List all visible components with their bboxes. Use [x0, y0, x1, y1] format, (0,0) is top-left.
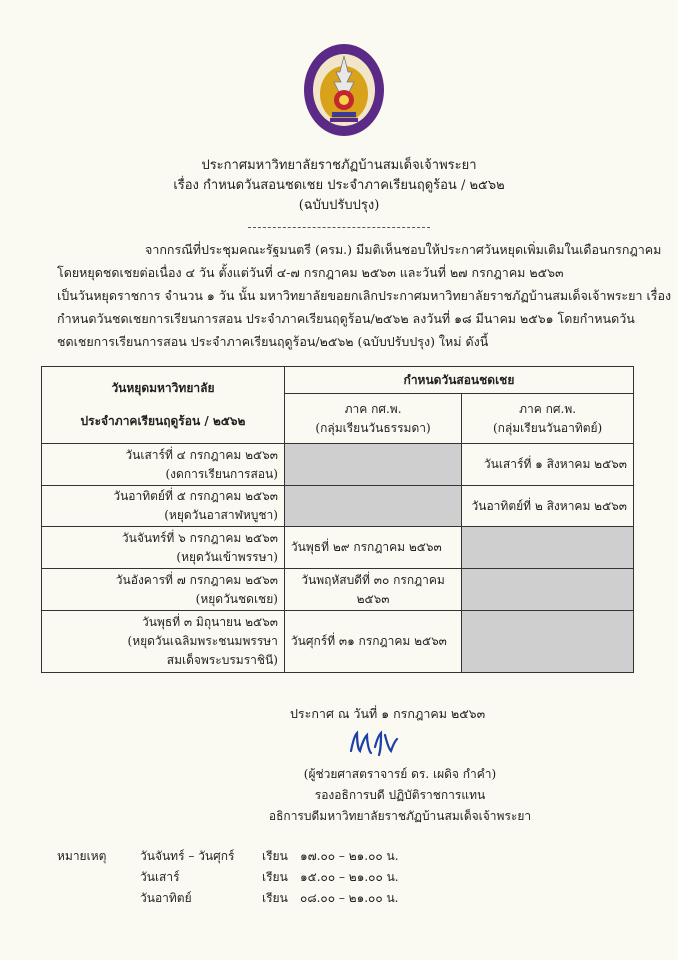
header-line: วันหยุดมหาวิทยาลัย [111, 381, 215, 395]
holiday-date: วันจันทร์ที่ ๖ กรกฎาคม ๒๕๖๓ [121, 530, 278, 545]
remark-time: ๑๗.๐๐ – ๒๑.๐๐ น. [300, 849, 399, 863]
body-line: กำหนดวันชดเชยการเรียนการสอน ประจำภาคเรียนฤดูร้อน/๒๕๖๒ ลงวันที่ ๑๘ มีนาคม ๒๕๖๑ โดยกำหนดวัน [57, 311, 635, 326]
remark-time: ๐๘.๐๐ – ๒๑.๐๐ น. [300, 891, 399, 905]
holiday-reason: (หยุดวันอาสาฬหบูชา) [164, 508, 278, 522]
body-line: โดยหยุดชดเชยต่อเนื่อง ๔ วัน ตั้งแต่วันที่ ๔-๗ กรกฎาคม ๒๕๖๓ และวันที่ ๒๗ กรกฎาคม ๒๕๖๓ [57, 265, 564, 280]
weekday-group-header [284, 394, 461, 444]
weekday-cell-empty [284, 444, 461, 486]
header-line: ภาค กศ.พ. [344, 401, 402, 416]
table-row [42, 569, 634, 611]
holiday-cell [42, 611, 285, 673]
holiday-reason: (หยุดวันเฉลิมพระชนมพรรษา [127, 634, 278, 648]
heading-line-3: (ฉบับปรับปรุง) [298, 198, 380, 213]
holiday-cell [42, 569, 285, 611]
holiday-reason: (หยุดวันชดเชย) [195, 591, 278, 606]
signer-position: อธิการบดีมหาวิทยาลัยราชภัฏบ้านสมเด็จเจ้าพระยา [268, 809, 532, 823]
handwritten-signature [345, 727, 401, 761]
header-line: (กลุ่มเรียนวันอาทิตย์) [492, 420, 603, 435]
body-line: เป็นวันหยุดราชการ จำนวน ๑ วัน นั้น มหาวิทยาลัยขอยกเลิกประกาศมหาวิทยาลัยราชภัฏบ้านสมเด็จเจ้าพระยา เรื่อง [57, 288, 672, 303]
university-seal-logo [302, 42, 386, 138]
signer-block [240, 764, 560, 827]
holiday-date: วันอังคารที่ ๗ กรกฎาคม ๒๕๖๓ [115, 572, 278, 587]
weekday-makeup-cell: วันศุกร์ที่ ๓๑ กรกฎาคม ๒๕๖๓ [284, 611, 461, 673]
announcement-body [57, 238, 672, 353]
holiday-cell [42, 527, 285, 569]
heading-divider [248, 227, 430, 228]
holiday-reason: (หยุดวันเข้าพรรษา) [176, 549, 278, 564]
holiday-reason: (งดการเรียนการสอน) [165, 466, 278, 481]
makeup-group-header: กำหนดวันสอนชดเชย [284, 367, 633, 394]
header-line: ภาค กศ.พ. [519, 401, 577, 416]
holiday-date: วันเสาร์ที่ ๔ กรกฎาคม ๒๕๖๓ [125, 447, 278, 462]
remarks-label: หมายเหตุ [57, 849, 107, 863]
announcement-date: ประกาศ ณ วันที่ ๑ กรกฎาคม ๒๕๖๓ [290, 706, 486, 721]
holiday-cell [42, 486, 285, 527]
header-line: (กลุ่มเรียนวันธรรมดา) [315, 420, 431, 435]
sunday-cell-empty [462, 527, 634, 569]
sunday-makeup-cell: วันอาทิตย์ที่ ๒ สิงหาคม ๒๕๖๓ [462, 486, 634, 527]
holiday-column-header [42, 367, 285, 444]
heading-line-1: ประกาศมหาวิทยาลัยราชภัฏบ้านสมเด็จเจ้าพระยา [201, 158, 477, 173]
remark-day: วันอาทิตย์ [140, 891, 192, 905]
holiday-date: วันอาทิตย์ที่ ๕ กรกฎาคม ๒๕๖๓ [113, 489, 278, 503]
remark-word: เรียน [262, 849, 288, 863]
body-line: จากกรณีที่ประชุมคณะรัฐมนตรี (ครม.) มีมติเห็นชอบให้ประกาศวันหยุดเพิ่มเติมในเดือนกรกฎาคม [145, 242, 662, 257]
table-row [42, 611, 634, 673]
sunday-cell-empty [462, 611, 634, 673]
table-row [42, 444, 634, 486]
weekday-makeup-cell: วันพุธที่ ๒๙ กรกฎาคม ๒๕๖๓ [284, 527, 461, 569]
sunday-group-header [462, 394, 634, 444]
holiday-reason: สมเด็จพระบรมราชินี) [166, 653, 278, 667]
announcement-heading [0, 156, 678, 216]
signer-name: (ผู้ช่วยศาสตราจารย์ ดร. เผดิจ กำคำ) [303, 767, 497, 781]
weekday-makeup-cell: วันพฤหัสบดีที่ ๓๐ กรกฎาคม ๒๕๖๓ [284, 569, 461, 611]
table-row [42, 486, 634, 527]
remark-day: วันจันทร์ – วันศุกร์ [140, 849, 235, 863]
remark-word: เรียน [262, 870, 288, 884]
body-line: ชดเชยการเรียนการสอน ประจำภาคเรียนฤดูร้อน/๒๕๖๒ (ฉบับปรับปรุง) ใหม่ ดังนี้ [57, 334, 489, 349]
makeup-schedule-table [41, 366, 634, 673]
remark-time: ๑๕.๐๐ – ๒๑.๐๐ น. [300, 870, 399, 884]
holiday-date: วันพุธที่ ๓ มิถุนายน ๒๕๖๓ [142, 615, 278, 629]
weekday-cell-empty [284, 486, 461, 527]
holiday-cell [42, 444, 285, 486]
sunday-makeup-cell: วันเสาร์ที่ ๑ สิงหาคม ๒๕๖๓ [462, 444, 634, 486]
heading-line-2: เรื่อง กำหนดวันสอนชดเชย ประจำภาคเรียนฤดูร้อน / ๒๕๖๒ [173, 178, 505, 193]
sunday-cell-empty [462, 569, 634, 611]
table-row [42, 527, 634, 569]
remark-word: เรียน [262, 891, 288, 905]
remark-day: วันเสาร์ [140, 870, 180, 884]
header-line: ประจำภาคเรียนฤดูร้อน / ๒๕๖๒ [80, 414, 246, 428]
signer-position: รองอธิการบดี ปฏิบัติราชการแทน [314, 788, 486, 802]
